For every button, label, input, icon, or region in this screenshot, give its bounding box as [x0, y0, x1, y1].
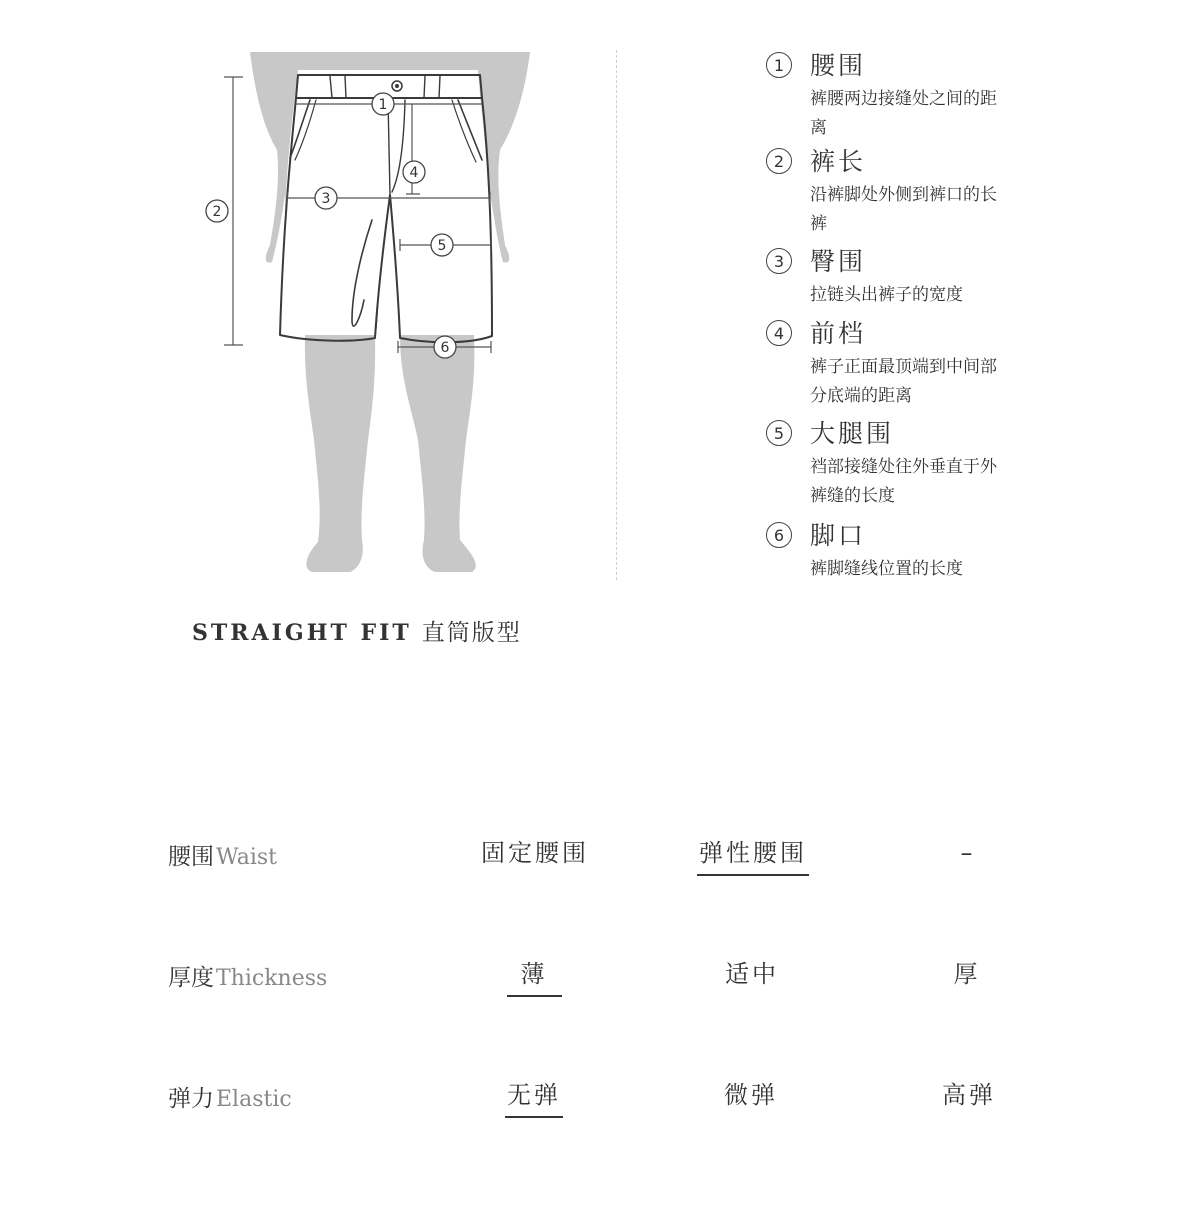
legend-title: 前档 [810, 319, 867, 348]
legend-description: 裤子正面最顶端到中间部分底端的距离 [810, 357, 997, 406]
legend-description: 裤腰两边接缝处之间的距离 [810, 89, 997, 138]
svg-text:5: 5 [437, 238, 447, 254]
attribute-option: 微弹 [724, 1081, 778, 1109]
section-divider [616, 50, 617, 580]
legend-number: 5 [766, 420, 792, 446]
marker-2 [206, 200, 228, 222]
attribute-row-thickness [0, 959, 1200, 1009]
marker-1 [372, 93, 394, 115]
legend-title: 裤长 [810, 147, 867, 176]
legend-description: 裤脚缝线位置的长度 [810, 559, 963, 579]
attribute-label: 腰围Waist [168, 844, 277, 870]
measurement-markers [206, 93, 456, 358]
fit-caption-chinese: 直筒版型 [421, 620, 522, 646]
attribute-row-elastic [0, 1080, 1200, 1130]
legend-number: 3 [766, 248, 792, 274]
attribute-label: 弹力Elastic [168, 1086, 292, 1112]
legend-title: 大腿围 [810, 419, 895, 448]
attribute-row-waist [0, 838, 1200, 888]
svg-text:3: 3 [321, 191, 331, 207]
attribute-option-selected: 无弹 [454, 1080, 614, 1118]
legend-title: 腰围 [810, 51, 867, 80]
legend-number: 2 [766, 148, 792, 174]
attribute-option-selected: 弹性腰围 [673, 838, 833, 876]
legend-number: 4 [766, 320, 792, 346]
attribute-option: 固定腰围 [481, 839, 589, 867]
shorts-measurement-diagram [180, 40, 580, 585]
marker-6 [434, 336, 456, 358]
marker-5 [431, 234, 453, 256]
legend-number: 6 [766, 522, 792, 548]
attribute-option: 适中 [725, 960, 779, 988]
marker-4 [403, 161, 425, 183]
legend-number: 1 [766, 52, 792, 78]
attribute-label: 厚度Thickness [168, 965, 328, 991]
svg-text:1: 1 [378, 97, 388, 113]
svg-text:4: 4 [409, 165, 419, 181]
legend-description: 拉链头出裤子的宽度 [810, 285, 963, 305]
legend-title: 脚口 [810, 521, 867, 550]
legend-description: 裆部接缝处往外垂直于外裤缝的长度 [810, 457, 997, 506]
legend-title: 臀围 [810, 247, 867, 276]
attribute-option: 厚 [953, 960, 981, 988]
fit-caption-english: STRAIGHT FIT [192, 620, 412, 646]
attribute-option: 高弹 [942, 1081, 996, 1109]
svg-text:2: 2 [212, 204, 222, 220]
attribute-option: – [960, 839, 976, 867]
fit-caption [192, 614, 612, 648]
marker-3 [315, 187, 337, 209]
svg-text:6: 6 [440, 340, 450, 356]
attribute-option-selected: 薄 [454, 959, 614, 997]
legend-description: 沿裤脚处外侧到裤口的长裤 [810, 185, 997, 234]
